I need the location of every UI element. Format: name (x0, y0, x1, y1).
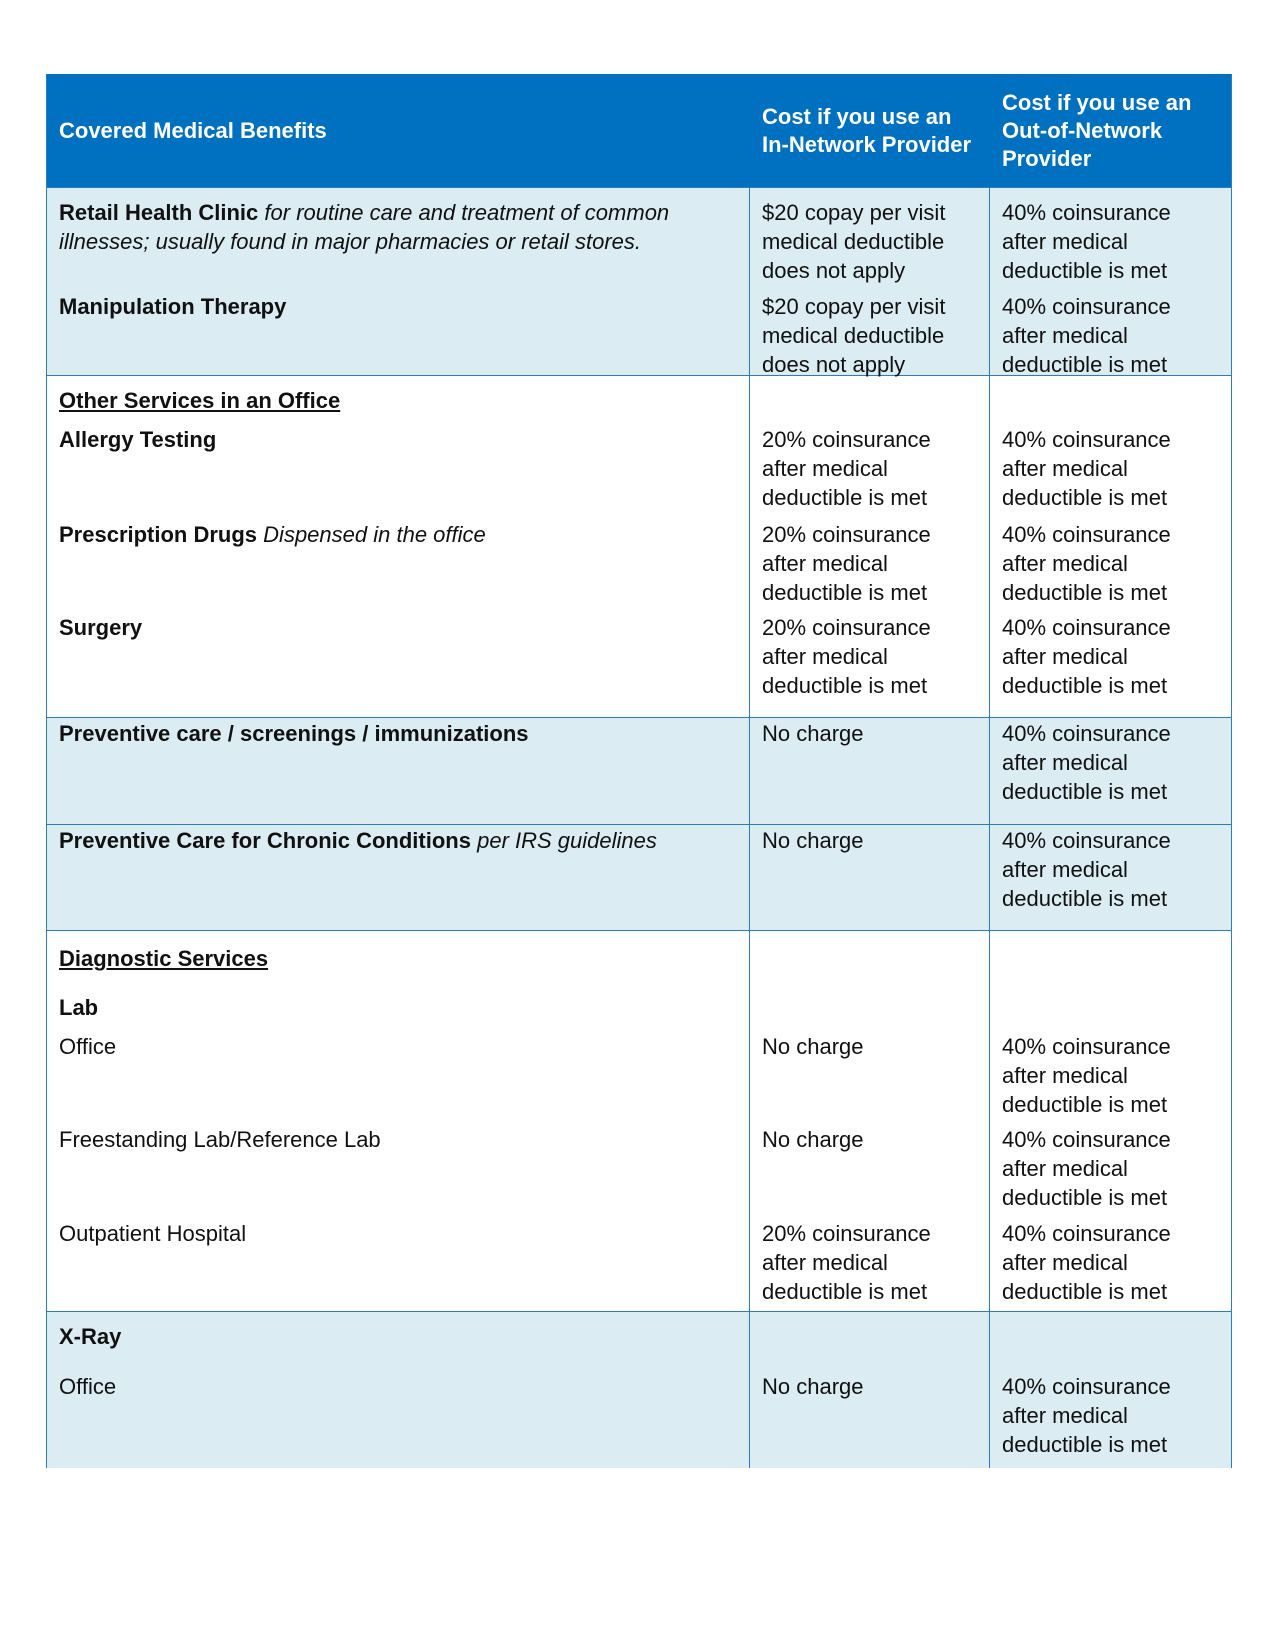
out-network-cost: 40% coinsurance after medical deductible is met (1002, 721, 1171, 804)
out-network-cost: 40% coinsurance after medical deductible is met (1002, 522, 1171, 605)
out-network-cost: 40% coinsurance after medical deductible is met (1002, 1034, 1171, 1117)
out-network-cost: 40% coinsurance after medical deductible is met (1002, 427, 1171, 510)
benefit-retail-health-clinic: Retail Health Clinic for routine care and treatment of common illnesses; usually found in major pharmacies or retail stores. (59, 200, 670, 254)
table-row (47, 188, 1231, 376)
in-network-cost: No charge (762, 721, 864, 746)
benefit-allergy-testing: Allergy Testing (59, 427, 217, 452)
out-network-cost: 40% coinsurance after medical deductible is met (1002, 828, 1171, 911)
table-header (47, 74, 1231, 188)
in-network-cost: No charge (762, 1127, 864, 1152)
benefit-outpatient-hospital: Outpatient Hospital (59, 1221, 247, 1246)
table-row (47, 718, 1231, 825)
in-network-cost: 20% coinsurance after medical deductible is met (762, 615, 931, 698)
benefit-surgery: Surgery (59, 615, 143, 640)
table-row (47, 1312, 1231, 1468)
benefit-preventive-chronic: Preventive Care for Chronic Conditions per IRS guidelines (59, 828, 657, 853)
out-network-cost: 40% coinsurance after medical deductible is met (1002, 615, 1171, 698)
in-network-cost: No charge (762, 828, 864, 853)
benefit-lab-office: Office (59, 1034, 117, 1059)
in-network-cost: $20 copay per visit medical deductible does not apply (762, 200, 946, 283)
section-heading: Diagnostic Services (59, 946, 269, 971)
in-network-cost: 20% coinsurance after medical deductible is met (762, 427, 931, 510)
header-in-network: Cost if you use an In-Network Provider (762, 103, 972, 157)
in-network-cost: 20% coinsurance after medical deductible is met (762, 1221, 931, 1304)
benefit-manipulation-therapy: Manipulation Therapy (59, 294, 287, 319)
benefit-prescription-drugs: Prescription Drugs Dispensed in the office (59, 522, 486, 547)
in-network-cost: No charge (762, 1034, 864, 1059)
section-heading: Other Services in an Office (59, 388, 341, 413)
out-network-cost: 40% coinsurance after medical deductible is met (1002, 1374, 1171, 1457)
subheading-xray: X-Ray (59, 1324, 122, 1349)
in-network-cost: $20 copay per visit medical deductible does not apply (762, 294, 946, 377)
benefit-xray-office: Office (59, 1374, 117, 1399)
table-row (47, 376, 1231, 718)
subheading-lab: Lab (59, 995, 99, 1020)
header-benefits: Covered Medical Benefits (59, 117, 327, 143)
table-row (47, 931, 1231, 1312)
out-network-cost: 40% coinsurance after medical deductible is met (1002, 1221, 1171, 1304)
out-network-cost: 40% coinsurance after medical deductible is met (1002, 1127, 1171, 1210)
in-network-cost: No charge (762, 1374, 864, 1399)
benefit-preventive-care: Preventive care / screenings / immunizations (59, 721, 529, 746)
header-out-network: Cost if you use an Out-of-Network Provider (1002, 89, 1192, 171)
benefit-freestanding-lab: Freestanding Lab/Reference Lab (59, 1127, 381, 1152)
out-network-cost: 40% coinsurance after medical deductible is met (1002, 200, 1171, 283)
in-network-cost: 20% coinsurance after medical deductible is met (762, 522, 931, 605)
benefits-table (46, 74, 1232, 1468)
out-network-cost: 40% coinsurance after medical deductible is met (1002, 294, 1171, 377)
table-row (47, 825, 1231, 931)
